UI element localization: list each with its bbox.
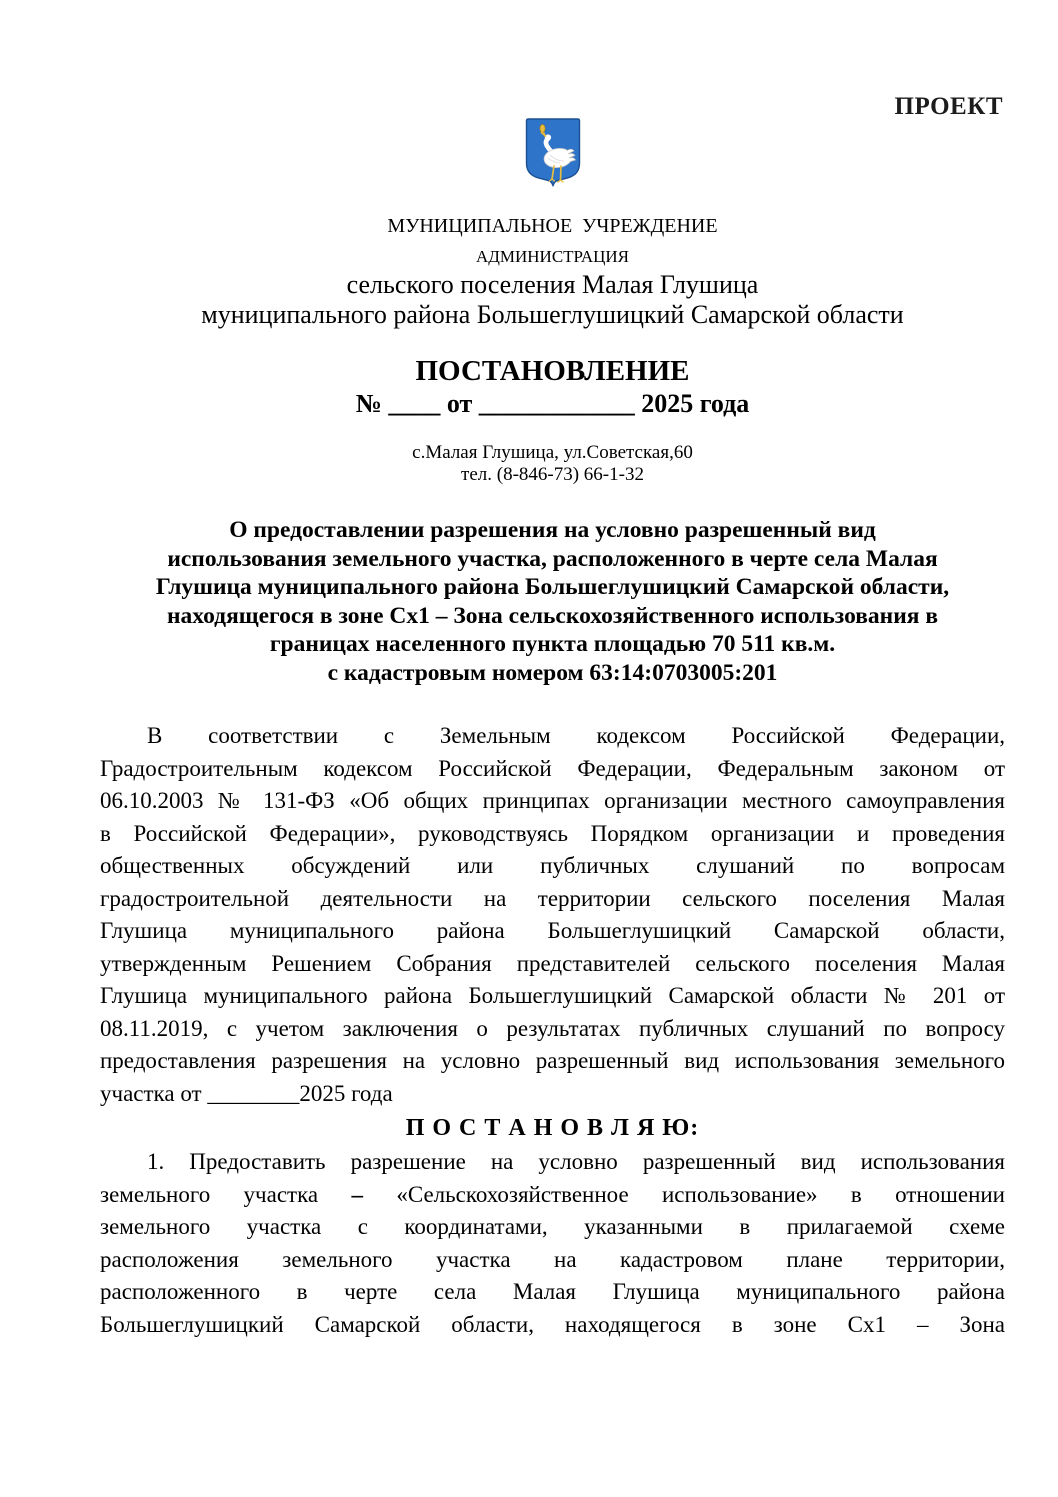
item-line-text: «Сельскохозяйственное использование» в отношении (362, 1181, 1005, 1207)
item-line: расположенного в черте села Малая Глушица муниципального района (100, 1279, 1005, 1304)
item-line: земельного участка с координатами, указанными в прилагаемой схеме (100, 1214, 1005, 1239)
resolution-heading: П О С Т А Н О В Л Я Ю: (405, 1115, 700, 1141)
preamble-line: Глушица муниципального района Большеглушицкий Самарской области № 201 от (100, 983, 1005, 1008)
org-name-line-1: МУНИЦИПАЛЬНОЕ УЧРЕЖДЕНИЕ (387, 215, 718, 237)
org-name-line-2: АДМИНИСТРАЦИЯ (476, 247, 629, 266)
preamble-line: 06.10.2003 № 131-ФЗ «Об общих принципах организации местного самоуправления (100, 788, 1005, 813)
preamble-line: В соответствии с Земельным кодексом Российской Федерации, (147, 723, 1005, 748)
item-1-paragraph (100, 1146, 1005, 1341)
title-line: Глушица муниципального района Большеглушицкий Самарской области, (155, 574, 950, 600)
preamble-line: предоставления разрешения на условно разрешенный вид использования земельного (100, 1048, 1005, 1073)
preamble-line: утвержденным Решением Собрания представителей сельского поселения Малая (100, 950, 1005, 976)
address-line: с.Малая Глушица, ул.Советская,60 (412, 442, 693, 463)
draft-label: ПРОЕКТ (894, 93, 1003, 120)
preamble-line: 08.11.2019, с учетом заключения о результатах публичных слушаний по вопросу (100, 1015, 1005, 1041)
phone-line: тел. (8-846-73) 66-1-32 (461, 464, 644, 485)
organization-header (100, 215, 1005, 330)
document-type-heading: ПОСТАНОВЛЕНИЕ (415, 355, 690, 387)
preamble-paragraph (100, 720, 1005, 1110)
item-line: 1. Предоставить разрешение на условно разрешенный вид использования (147, 1149, 1005, 1174)
preamble-line: общественных обсуждений или публичных слушаний по вопросам (100, 853, 1005, 878)
item-line: расположения земельного участка на кадастровом плане территории, (100, 1246, 1005, 1272)
item-line: Большеглушицкий Самарской области, находящегося в зоне Сх1 – Зона (100, 1311, 1005, 1337)
title-line: границах населенного пункта площадью 70 511 кв.м. (269, 631, 836, 657)
address-block (100, 442, 1005, 486)
preamble-line: Градостроительным кодексом Российской Федерации, Федеральным законом от (100, 755, 1005, 781)
number-date-line: № ____ от ____________ 2025 года (355, 389, 750, 418)
org-name-line-3: сельского поселения Малая Глушица (346, 270, 759, 299)
title-line: находящегося в зоне Сх1 – Зона сельскохозяйственного использования в (166, 602, 939, 629)
item-line-text: земельного участка (100, 1181, 352, 1207)
preamble-line: участка от ________2025 года (100, 1080, 393, 1106)
item-line (100, 1179, 1005, 1212)
bold-dash: – (351, 1181, 363, 1207)
org-name-line-4: муниципального района Большеглушицкий Самарской области (201, 300, 904, 329)
preamble-line: градостроительной деятельности на территории сельского поселения Малая (100, 885, 1005, 911)
preamble-line: Глушица муниципального района Большеглушицкий Самарской области, (100, 918, 1005, 943)
preamble-line: в Российской Федерации», руководствуясь Порядком организации и проведения (100, 820, 1005, 846)
document-title (100, 516, 1005, 687)
title-line: использования земельного участка, расположенного в черте села Малая (167, 545, 938, 572)
title-line: с кадастровым номером 63:14:0703005:201 (327, 659, 778, 686)
coat-of-arms-icon (524, 117, 582, 187)
title-line: О предоставлении разрешения на условно разрешенный вид (229, 517, 876, 543)
